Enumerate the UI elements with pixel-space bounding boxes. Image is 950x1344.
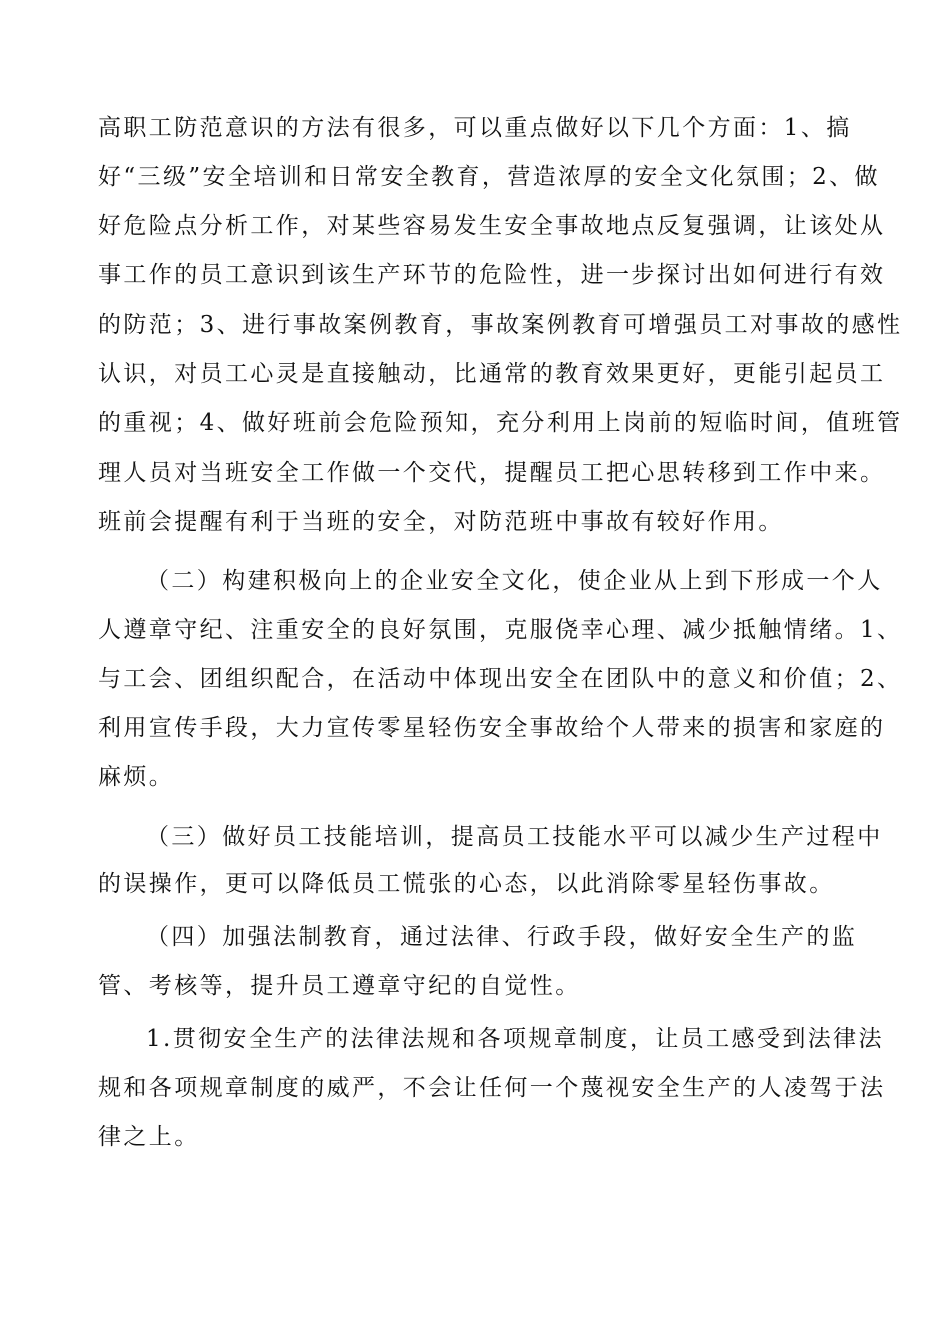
text-line: 的重视；4、做好班前会危险预知，充分利用上岗前的短临时间，值班管 <box>98 410 903 436</box>
text-line: 麻烦。 <box>98 764 175 790</box>
text-line: 认识，对员工心灵是直接触动，比通常的教育效果更好，更能引起员工 <box>98 361 886 387</box>
text-line: 好“三级”安全培训和日常安全教育，营造浓厚的安全文化氛围；2、做 <box>98 164 880 190</box>
text-line: 好危险点分析工作，对某些容易发生安全事故地点反复强调，让该处从 <box>98 213 886 239</box>
text-line: 1.贯彻安全生产的法律法规和各项规章制度，让员工感受到法律法 <box>146 1026 884 1052</box>
text-line: （四）加强法制教育，通过法律、行政手段，做好安全生产的监 <box>146 924 858 950</box>
text-line: （二）构建积极向上的企业安全文化，使企业从上到下形成一个人 <box>146 568 883 594</box>
text-line: 与工会、团组织配合，在活动中体现出安全在团队中的意义和价值；2、 <box>98 666 903 692</box>
text-line: 利用宣传手段，大力宣传零星轻伤安全事故给个人带来的损害和家庭的 <box>98 715 886 741</box>
text-line: 班前会提醒有利于当班的安全，对防范班中事故有较好作用。 <box>98 509 784 535</box>
text-line: 理人员对当班安全工作做一个交代，提醒员工把心思转移到工作中来。 <box>98 460 886 486</box>
text-line: 的防范；3、进行事故案例教育，事故案例教育可增强员工对事故的感性 <box>98 312 903 338</box>
text-line: 人遵章守纪、注重安全的良好氛围，克服侥幸心理、减少抵触情绪。1、 <box>98 617 903 643</box>
text-line: 事工作的员工意识到该生产环节的危险性，进一步探讨出如何进行有效 <box>98 262 886 288</box>
text-line: （三）做好员工技能培训，提高员工技能水平可以减少生产过程中 <box>146 824 883 850</box>
text-line: 律之上。 <box>98 1124 200 1150</box>
text-line: 高职工防范意识的方法有很多，可以重点做好以下几个方面：1、搞 <box>98 115 852 141</box>
text-line: 的误操作，更可以降低员工慌张的心态，以此消除零星轻伤事故。 <box>98 871 835 897</box>
text-line: 管、考核等，提升员工遵章守纪的自觉性。 <box>98 973 581 999</box>
text-line: 规和各项规章制度的威严，不会让任何一个蔑视安全生产的人凌驾于法 <box>98 1075 886 1101</box>
